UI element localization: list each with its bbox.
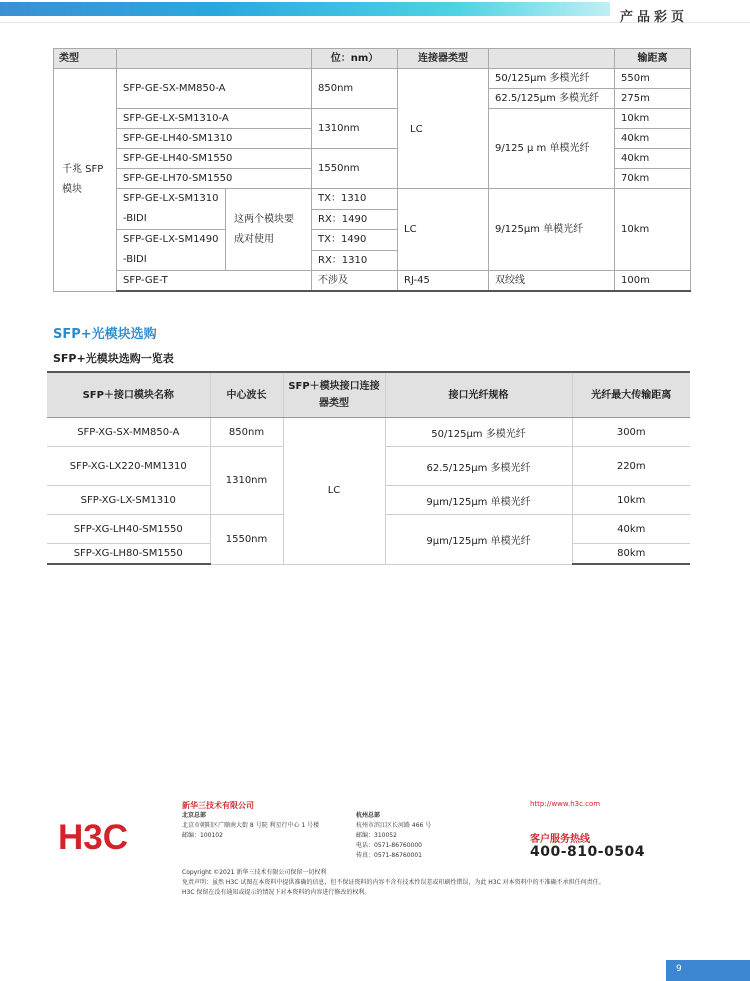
module-name: SFP-GE-LH40-SM1550 (117, 149, 312, 169)
distance: 40km (572, 515, 690, 544)
fiber-spec: 50/125μm 多模光纤 (489, 69, 615, 89)
header-wavelength: 中心波长 (210, 372, 283, 418)
distance: 220m (572, 447, 690, 486)
sfp-gigabit-table (53, 48, 691, 292)
table-row (47, 418, 690, 447)
module-name: SFP-XG-LH40-SM1550 (47, 515, 210, 544)
module-name: SFP-GE-T (117, 271, 312, 292)
distance: 300m (572, 418, 690, 447)
table-header-row (54, 49, 691, 69)
fiber-spec: 50/125μm 多模光纤 (385, 418, 572, 447)
fiber-spec: 62.5/125μm 多模光纤 (385, 447, 572, 486)
distance: 10km (615, 189, 691, 271)
h3c-logo-text: H3C (58, 818, 129, 854)
header-fiber: 接口光纤规格 (385, 372, 572, 418)
fiber-spec: 9/125 μ m 单模光纤 (489, 109, 615, 189)
fiber-spec: 9μm/125μm 单模光纤 (385, 486, 572, 515)
table-row (54, 271, 691, 292)
table-row (54, 189, 691, 210)
hotline-label: 客户服务热线 (530, 834, 590, 845)
module-name: SFP-XG-SX-MM850-A (47, 418, 210, 447)
disclaimer-line-2: H3C 保留在没有通知或提示的情况下对本资料的内容进行修改的权利。 (182, 889, 371, 896)
distance: 10km (572, 486, 690, 515)
header-distance: 光纤最大传输距离 (572, 372, 690, 418)
hangzhou-hq: 杭州总部 (356, 812, 381, 819)
sfp-plus-table (47, 371, 690, 565)
hangzhou-address: 杭州市滨江区长河路 466 号 (356, 822, 432, 829)
module-name: SFP-GE-LX-SM1490-BIDI (117, 230, 226, 271)
distance: 275m (615, 89, 691, 109)
distance: 10km (615, 109, 691, 129)
connector-type: LC (398, 189, 489, 271)
copyright: Copyright ©2021 新华三技术有限公司保留一切权利 (182, 869, 327, 876)
distance: 80km (572, 544, 690, 565)
header-distance: 输距离 (615, 49, 691, 69)
category-cell: 千兆 SFP 模块 (54, 69, 117, 292)
module-name: SFP-GE-SX-MM850-A (117, 69, 312, 109)
wavelength: 850nm (210, 418, 283, 447)
fiber-spec: 9μm/125μm 单模光纤 (385, 515, 572, 565)
distance: 70km (615, 169, 691, 189)
tx-wavelength: TX：1310 (312, 189, 398, 210)
beijing-zip: 邮编：100102 (182, 832, 223, 839)
page-number: 9 (676, 964, 682, 974)
distance: 550m (615, 69, 691, 89)
wavelength: 不涉及 (312, 271, 398, 292)
wavelength: 850nm (312, 69, 398, 109)
hangzhou-zip: 邮编：310052 (356, 832, 397, 839)
bidi-note: 这两个模块要成对使用 (226, 189, 312, 271)
rx-wavelength: RX：1310 (312, 250, 398, 271)
hotline-number: 400-810-0504 (530, 844, 646, 860)
cable-type: 双绞线 (489, 271, 615, 292)
fiber-spec: 62.5/125μm 多模光纤 (489, 89, 615, 109)
rx-wavelength: RX：1490 (312, 209, 398, 230)
section-subtitle: SFP+光模块选购一览表 (53, 352, 174, 365)
distance: 40km (615, 149, 691, 169)
module-name: SFP-XG-LX220-MM1310 (47, 447, 210, 486)
wavelength: 1550nm (210, 515, 283, 565)
connector-lc-label: LC (410, 124, 423, 135)
distance: 100m (615, 271, 691, 292)
header-wavelength: 位：nm） (312, 49, 398, 69)
wavelength: 1550nm (312, 149, 398, 189)
website-link[interactable]: http://www.h3c.com (530, 800, 601, 808)
section-title: SFP+光模块选购 (53, 327, 157, 342)
header-blank (117, 49, 312, 69)
wavelength: 1310nm (210, 447, 283, 515)
h3c-logo (58, 818, 168, 854)
module-name: SFP-XG-LX-SM1310 (47, 486, 210, 515)
beijing-address: 北京市朝阳区广顺南大街 8 号院 利星行中心 1 号楼 (182, 822, 320, 829)
header-connector: SFP＋模块接口连接器类型 (283, 372, 385, 418)
header-type: 类型 (54, 49, 117, 69)
header-connector: 连接器类型 (398, 49, 489, 69)
module-name: SFP-GE-LH70-SM1550 (117, 169, 312, 189)
connector-type: LC (283, 418, 385, 565)
distance: 40km (615, 129, 691, 149)
header-gradient-bar (0, 2, 610, 16)
hangzhou-tel: 电话：0571-86760000 (356, 842, 422, 849)
header-module-name: SFP＋接口模块名称 (47, 372, 210, 418)
wavelength: 1310nm (312, 109, 398, 149)
connector-type: RJ-45 (398, 271, 489, 292)
company-name: 新华三技术有限公司 (182, 801, 254, 810)
module-name: SFP-GE-LX-SM1310-BIDI (117, 189, 226, 230)
module-name: SFP-XG-LH80-SM1550 (47, 544, 210, 565)
table-row (54, 69, 691, 89)
table-row (54, 109, 691, 129)
table-header-row (47, 372, 690, 418)
module-name: SFP-GE-LH40-SM1310 (117, 129, 312, 149)
beijing-hq: 北京总部 (182, 812, 207, 819)
fiber-spec: 9/125μm 单模光纤 (489, 189, 615, 271)
tx-wavelength: TX：1490 (312, 230, 398, 251)
module-name: SFP-GE-LX-SM1310-A (117, 109, 312, 129)
hangzhou-fax: 传真：0571-86760001 (356, 852, 422, 859)
section-label: 产品彩页 (619, 10, 688, 25)
header-fiber-blank (489, 49, 615, 69)
disclaimer-line-1: 免责声明：虽然 H3C 试图在本资料中提供准确的信息，但不保证资料的内容不含有技术性误差或印刷性错误，为此 H3C 对本资料中的不准确不承担任何责任。 (182, 879, 605, 886)
